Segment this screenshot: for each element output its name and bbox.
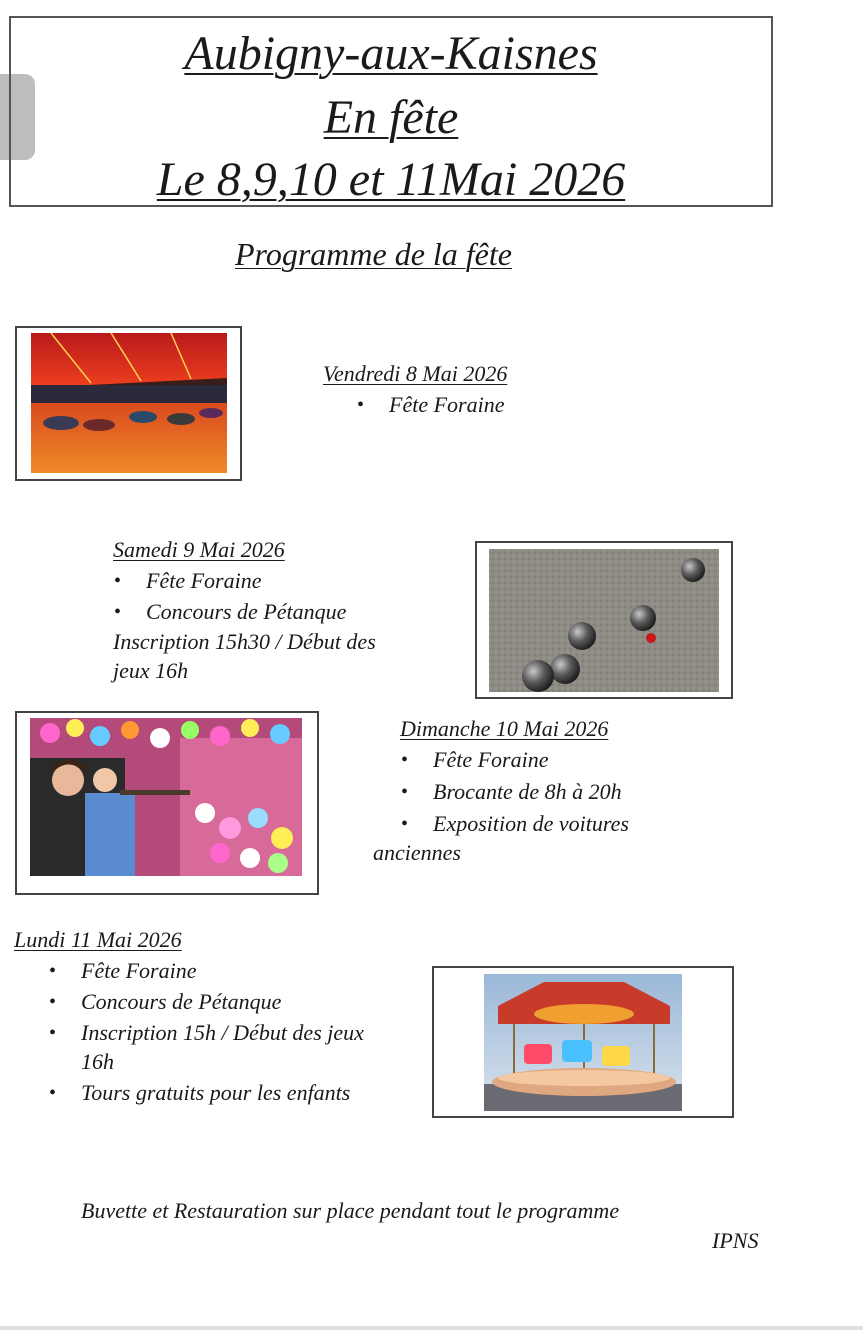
town-title: Aubigny-aux-Kaisnes [184, 27, 598, 80]
bottom-divider [0, 1326, 863, 1330]
monday-item: • Fête Foraine [81, 956, 196, 986]
saturday-title: Samedi 9 Mai 2026 [113, 537, 285, 562]
dates-title: Le 8,9,10 et 11Mai 2026 [156, 153, 626, 206]
sunday-title: Dimanche 10 Mai 2026 [400, 716, 609, 741]
bumper-cars-photo [31, 333, 227, 473]
sunday-item: • Fête Foraine [433, 745, 548, 775]
monday-item: • Concours de Pétanque [81, 987, 281, 1017]
monday-item-continued: 16h [81, 1049, 114, 1074]
prize-stand-photo [30, 718, 302, 876]
saturday-item: • Fête Foraine [146, 566, 261, 596]
friday-title: Vendredi 8 Mai 2026 [323, 361, 508, 386]
monday-item: • Tours gratuits pour les enfants [81, 1078, 350, 1108]
event-title: En fête [323, 91, 459, 144]
sunday-item-continued: anciennes [373, 840, 461, 865]
sunday-item: • Brocante de 8h à 20h [433, 777, 622, 807]
carousel-photo [484, 974, 682, 1111]
saturday-note-continued: jeux 16h [113, 658, 189, 683]
friday-item: • Fête Foraine [389, 390, 504, 420]
ipns-label: IPNS [712, 1228, 759, 1253]
monday-item: • Inscription 15h / Début des jeux [81, 1018, 364, 1048]
saturday-note: Inscription 15h30 / Début des [113, 629, 376, 654]
monday-title: Lundi 11 Mai 2026 [14, 927, 182, 952]
programme-heading: Programme de la fête [235, 236, 512, 272]
saturday-item: • Concours de Pétanque [146, 597, 346, 627]
petanque-photo [489, 549, 719, 692]
sunday-item: • Exposition de voitures [433, 809, 629, 839]
refreshments-note: Buvette et Restauration sur place pendant tout le programme [81, 1198, 620, 1223]
